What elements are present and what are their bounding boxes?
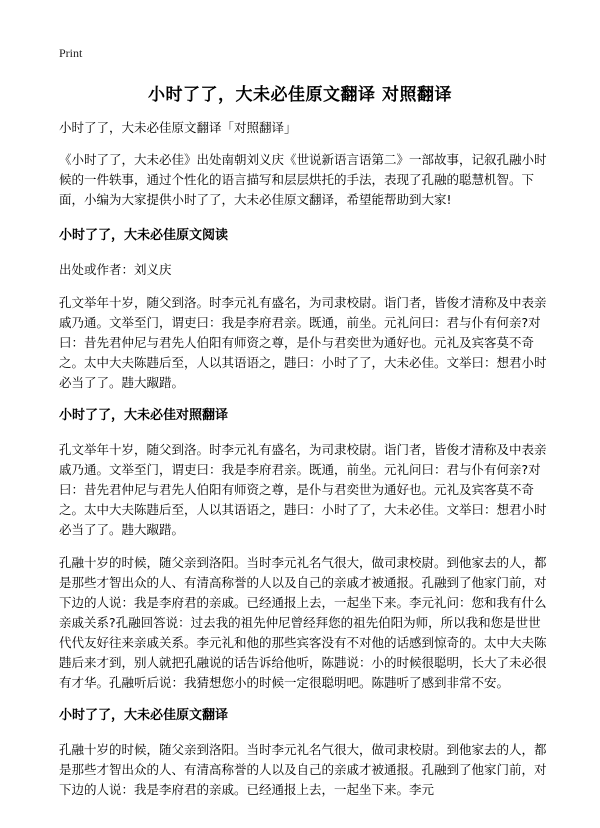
article-body (59, 118, 547, 813)
translation-paragraph: 孔融十岁的时候，随父亲到洛阳。当时李元礼名气很大，做司隶校尉。到他家去的人，都是那些才智出众的人、有清高称誉的人以及自己的亲戚才被通报。孔融到了他家门前，对下边的人说：我是李府君的亲戚。已经通报上去，一起坐下来。李元 (59, 742, 547, 797)
article-subtitle: 小时了了，大未必佳原文翻译「对照翻译」 (59, 120, 297, 135)
author-line: 出处或作者：刘义庆 (59, 262, 172, 277)
section-heading-original: 小时了了，大未必佳原文阅读 (59, 228, 229, 243)
comparison-original-paragraph: 孔文举年十岁，随父到洛。时李元礼有盛名，为司隶校尉。诣门者，皆俊才清称及中表亲戚乃通。文举至门，谓吏曰：我是李府君亲。既通，前坐。元礼问曰：君与仆有何亲?对曰：昔先君仲尼与君先人伯阳有师资之尊，是仆与君奕世为通好也。元礼及宾客莫不奇之。太中大夫陈韪后至，人以其语语之，韪曰：小时了了，大未必佳。文举曰：想君小时必当了了。韪大踧踖。 (59, 442, 547, 537)
section-heading-translation: 小时了了，大未必佳原文翻译 (59, 708, 229, 723)
section-heading-comparison: 小时了了，大未必佳对照翻译 (59, 408, 229, 423)
intro-paragraph: 《小时了了，大未必佳》出处南朝刘义庆《世说新语言语第二》一部故事，记叙孔融小时候的一件轶事，通过个性化的语言描写和层层烘托的手法，表现了孔融的聪慧机智。下面，小编为大家提供小时了了，大未必佳原文翻译，希望能帮助到大家! (59, 152, 547, 207)
comparison-translation-paragraph: 孔融十岁的时候，随父亲到洛阳。当时李元礼名气很大，做司隶校尉。到他家去的人，都是那些才智出众的人、有清高称誉的人以及自己的亲戚才被通报。孔融到了他家门前，对下边的人说：我是李府君的亲戚。已经通报上去，一起坐下来。李元礼问：您和我有什么亲戚关系?孔融回答说：过去我的祖先仲尼曾经拜您的祖先伯阳为师，所以我和您是世世代代友好往来亲戚关系。李元礼和他的那些宾客没有不对他的话感到惊奇的。太中大夫陈韪后来才到，别人就把孔融说的话告诉给他听，陈韪说：小的时候很聪明，长大了未必很有才华。孔融听后说：我猜想您小的时候一定很聪明吧。陈韪听了感到非常不安。 (59, 555, 547, 690)
page-title: 小时了了，大未必佳原文翻译 对照翻译 (148, 85, 452, 105)
print-label[interactable]: Print (59, 46, 83, 60)
original-text-paragraph: 孔文举年十岁，随父到洛。时李元礼有盛名，为司隶校尉。诣门者，皆俊才清称及中表亲戚乃通。文举至门，谓吏曰：我是李府君亲。既通，前坐。元礼问曰：君与仆有何亲?对曰：昔先君仲尼与君先人伯阳有师资之尊，是仆与君奕世为通好也。元礼及宾客莫不奇之。太中大夫陈韪后至，人以其语语之，韪曰：小时了了，大未必佳。文举曰：想君小时必当了了。韪大踧踖。 (59, 295, 547, 390)
